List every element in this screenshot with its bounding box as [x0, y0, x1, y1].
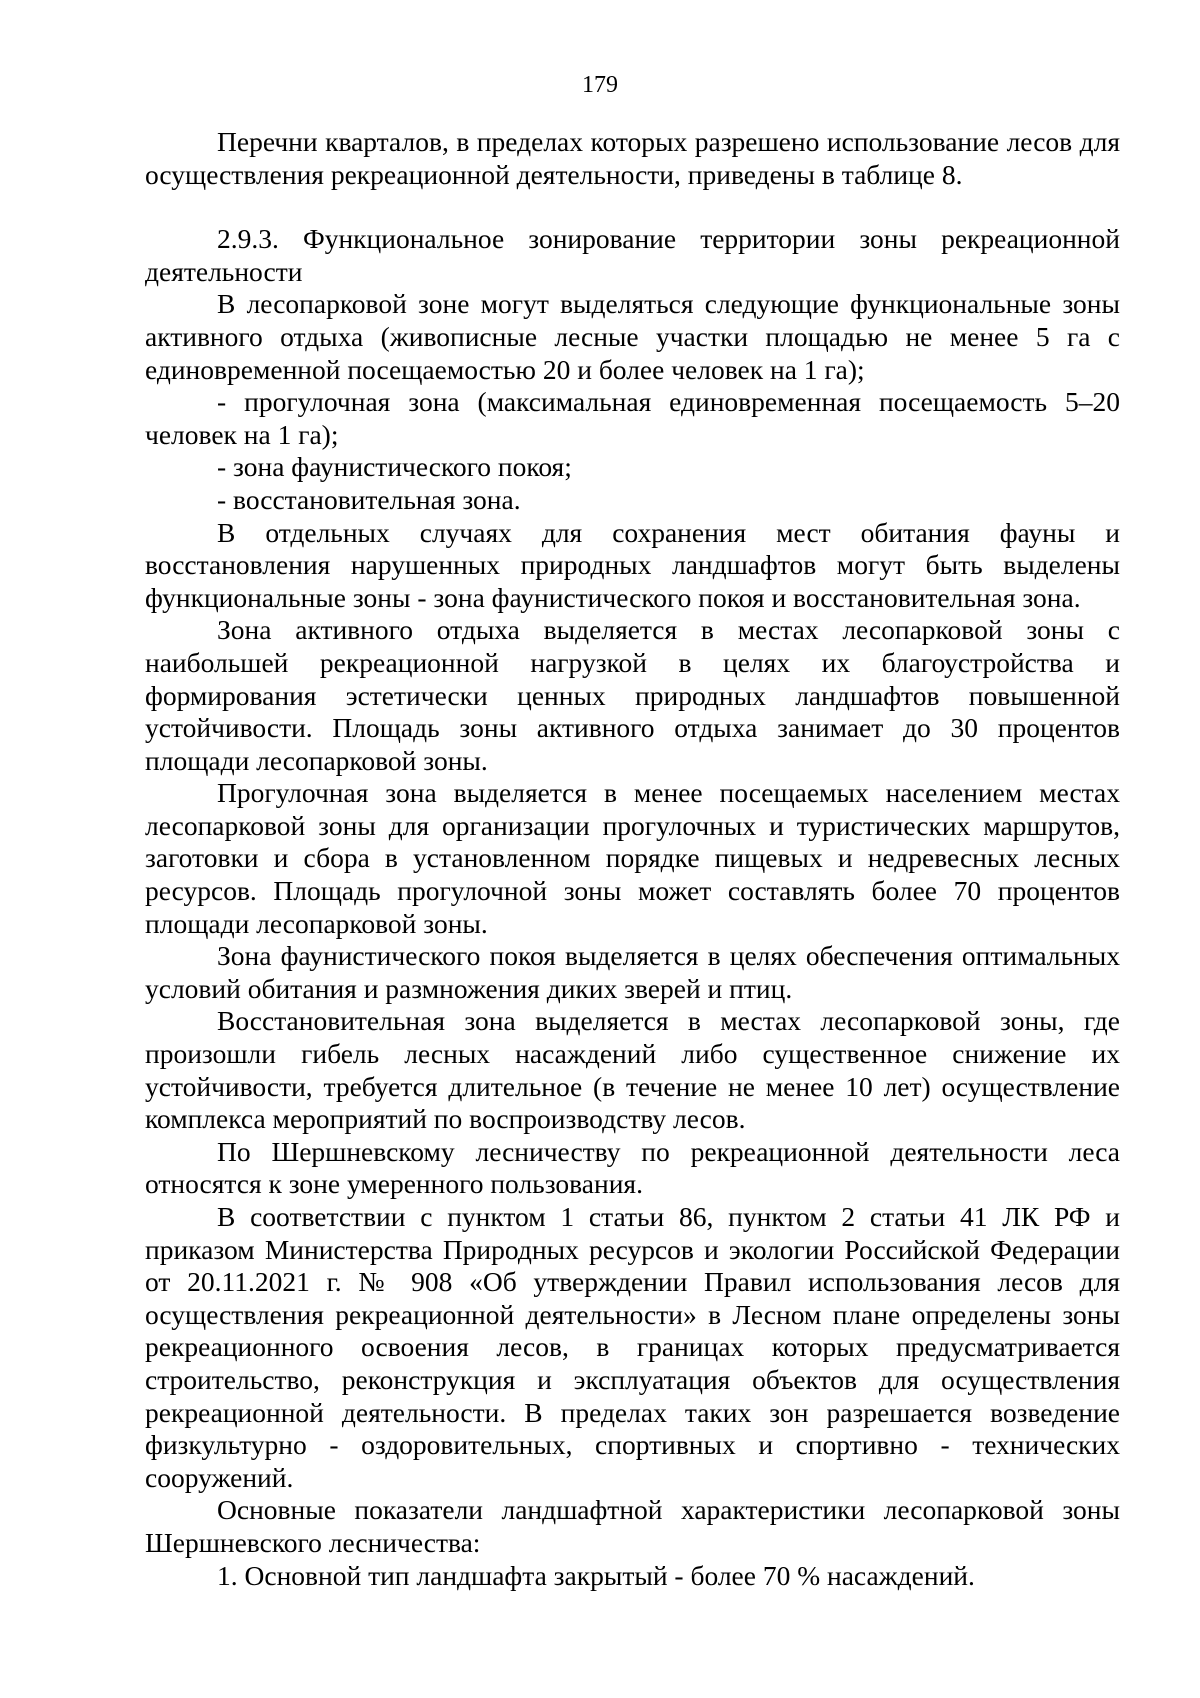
list-item-landscape-type: 1. Основной тип ландшафта закрытый - более 70 % насаждений. — [217, 1559, 975, 1591]
paragraph-legal-basis: В соответствии с пунктом 1 статьи 86, пунктом 2 статьи 41 ЛК РФ и приказом Министерства Природных ресурсов и экологии Российской Федерации от 20.11.2021 г. № 908 «Об утверждении Правил использования лесов для осуществления рекреационной деятельности» в Лесном плане определены зоны рекреационного освоения лесов, в границах которых предусматривается строительство, реконструкция и эксплуатация объектов для осуществления рекреационной деятельности. В пределах таких зон разрешается возведение физкультурно - оздоровительных, спортивных и спортивно - технических сооружений. — [145, 1201, 1120, 1493]
paragraph-restoration-zone: Восстановительная зона выделяется в местах лесопарковой зоны, где произошли гибель лесных насаждений либо существенное снижение их устойчивости, требуется длительное (в течение не менее 10 лет) осуществление комплекса мероприятий по воспроизводству лесов. — [145, 1005, 1120, 1135]
paragraph-special-cases: В отдельных случаях для сохранения мест обитания фауны и восстановления нарушенных природных ландшафтов могут быть выделены функциональные зоны - зона фаунистического покоя и восстановительная зона. — [145, 516, 1120, 613]
paragraph-active-rest-zone: Зона активного отдыха выделяется в местах лесопарковой зоны с наибольшей рекреационной нагрузкой в целях их благоустройства и формирования эстетически ценных природных ландшафтов повышенной устойчивости. Площадь зоны активного отдыха занимает до 30 процентов площади лесопарковой зоны. — [145, 614, 1120, 776]
paragraph-fauna-rest-zone: Зона фаунистического покоя выделяется в целях обеспечения оптимальных условий обитания и размножения диких зверей и птиц. — [145, 940, 1120, 1004]
list-item-restoration-zone: - восстановительная зона. — [217, 483, 521, 515]
paragraph-landscape-indicators: Основные показатели ландшафтной характеристики лесопарковой зоны Шершневского лесничества: — [145, 1494, 1120, 1558]
list-item-walking-zone: - прогулочная зона (максимальная единовременная посещаемость 5–20 человек на 1 га); — [145, 386, 1120, 450]
paragraph-quarters-list: Перечни кварталов, в пределах которых разрешено использование лесов для осуществления рекреационной деятельности, приведены в таблице 8. — [145, 126, 1120, 190]
list-item-fauna-rest-zone: - зона фаунистического покоя; — [217, 451, 572, 483]
section-heading-2-9-3: 2.9.3. Функциональное зонирование территории зоны рекреационной деятельности — [145, 223, 1120, 287]
page-number: 179 — [582, 72, 618, 98]
paragraph-functional-zones: В лесопарковой зоне могут выделяться следующие функциональные зоны активного отдыха (живописные лесные участки площадью не менее 5 га с единовременной посещаемостью 20 и более человек на 1 га); — [145, 288, 1120, 385]
document-body — [145, 126, 1120, 1592]
paragraph-shershnevsky-forestry: По Шершневскому лесничеству по рекреационной деятельности леса относятся к зоне умеренного пользования. — [145, 1135, 1120, 1200]
paragraph-walking-zone: Прогулочная зона выделяется в менее посещаемых населением местах лесопарковой зоны для организации прогулочных и туристических маршрутов, заготовки и сбора в установленном порядке пищевых и недревесных лесных ресурсов. Площадь прогулочной зоны может составлять более 70 процентов площади лесопарковой зоны. — [145, 777, 1120, 939]
